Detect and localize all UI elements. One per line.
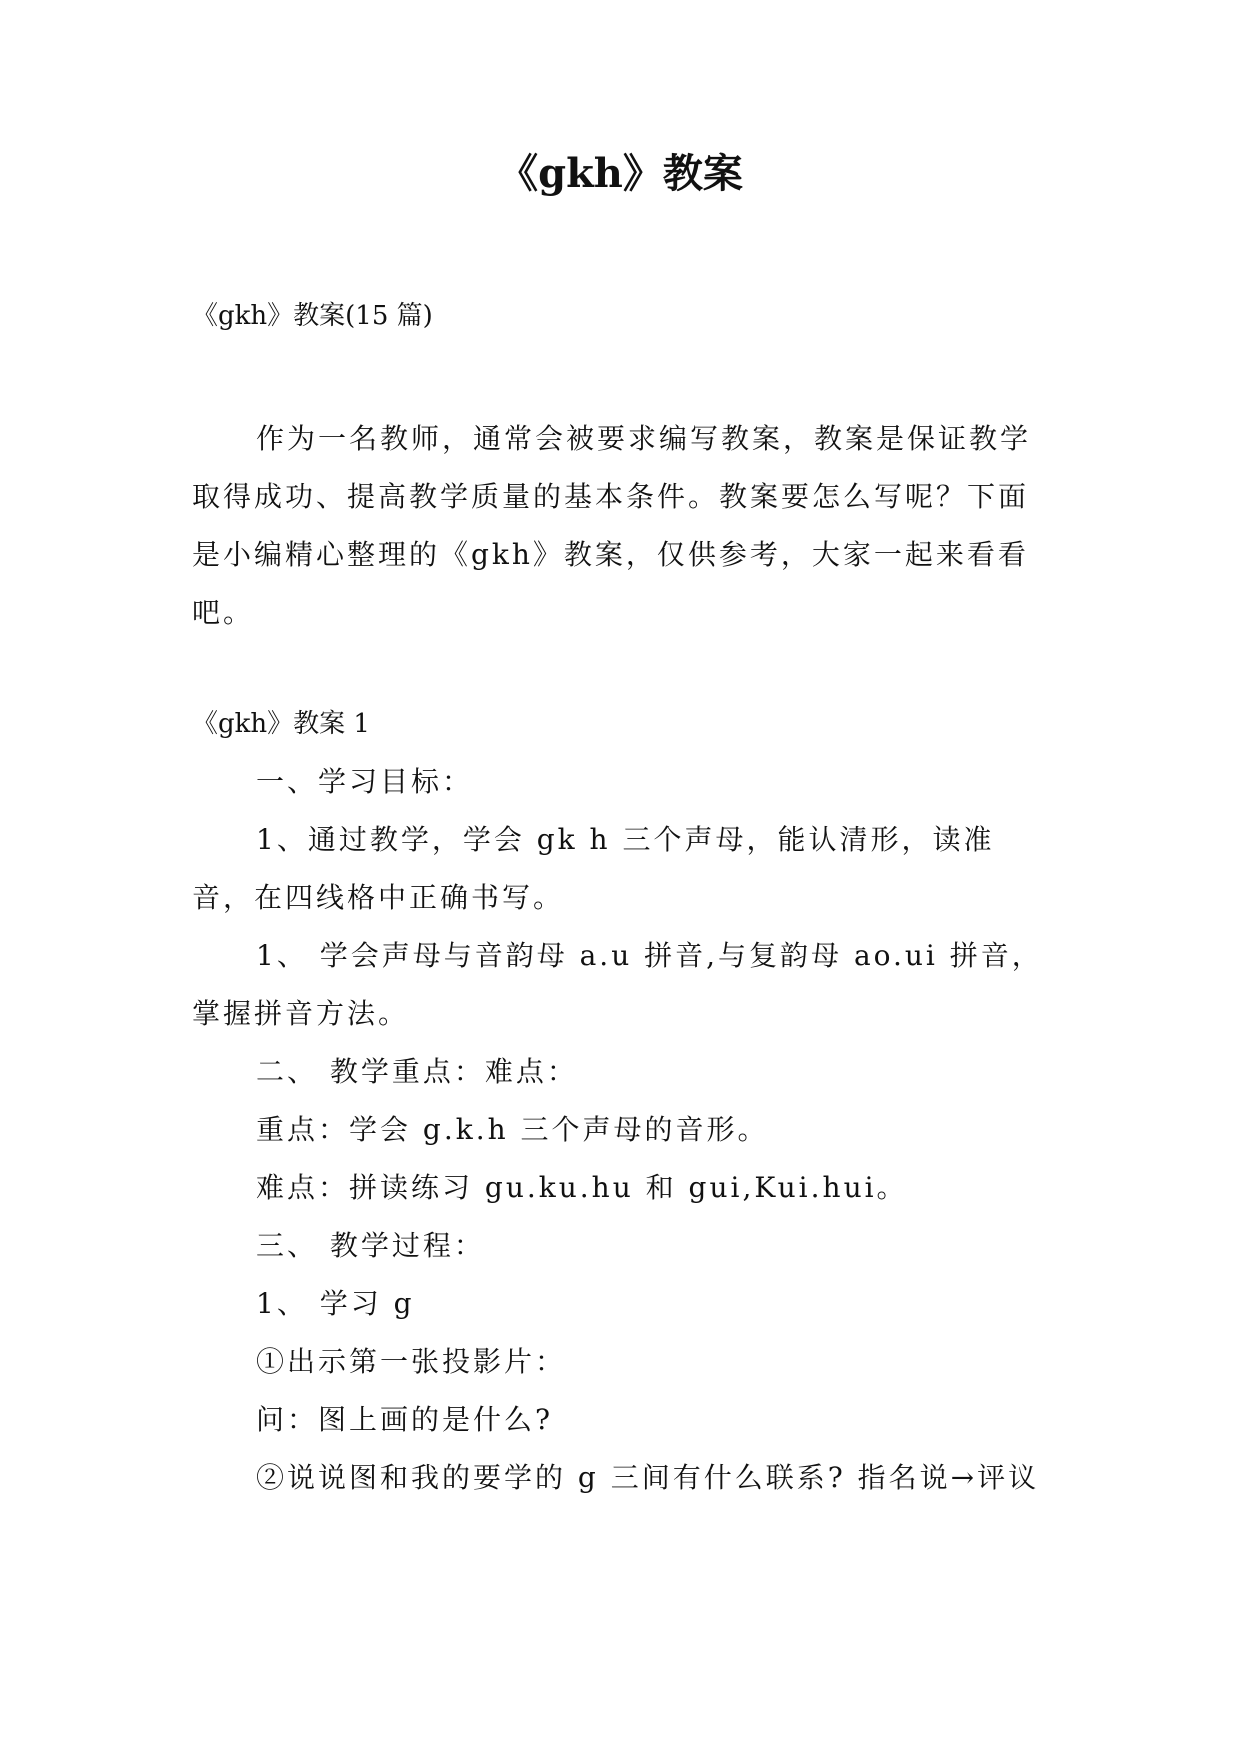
paragraph-objective-1: 1、通过教学，学会 gk h 三个声母，能认清形，读准音，在四线格中正确书写。 — [192, 823, 995, 914]
document-subtitle: 《gkh》教案(15 篇) — [192, 301, 433, 331]
paragraph-objective-2: 1、 学会声母与音韵母 a.u 拼音,与复韵母 ao.ui 拼音，掌握拼音方法。 — [192, 939, 1043, 1030]
paragraph-key-points-heading: 二、 教学重点：难点： — [256, 1055, 578, 1088]
section-title: 《gkh》教案 1 — [192, 709, 370, 739]
paragraph-step-1: 1、 学习 g — [256, 1287, 415, 1320]
paragraph-objectives-heading: 一、学习目标： — [256, 765, 474, 798]
intro-paragraph: 作为一名教师，通常会被要求编写教案，教案是保证教学取得成功、提高教学质量的基本条件。教案要怎么写呢？下面是小编精心整理的《gkh》教案，仅供参考，大家一起来看看吧。 — [192, 422, 1032, 629]
paragraph-step-1-item-2: ②说说图和我的要学的 g 三间有什么联系? 指名说→评议 — [256, 1461, 1040, 1494]
paragraph-step-1-item-1: ①出示第一张投影片： — [256, 1345, 567, 1378]
paragraph-process-heading: 三、 教学过程： — [256, 1229, 485, 1262]
paragraph-step-1-question: 问：图上画的是什么? — [256, 1403, 554, 1436]
paragraph-key-point: 重点：学会 g.k.h 三个声母的音形。 — [256, 1113, 769, 1146]
document-title: 《gkh》教案 — [498, 150, 743, 197]
paragraph-difficult-point: 难点：拼读练习 gu.ku.hu 和 gui,Kui.hui。 — [256, 1171, 908, 1204]
lesson-body — [192, 753, 1052, 1507]
